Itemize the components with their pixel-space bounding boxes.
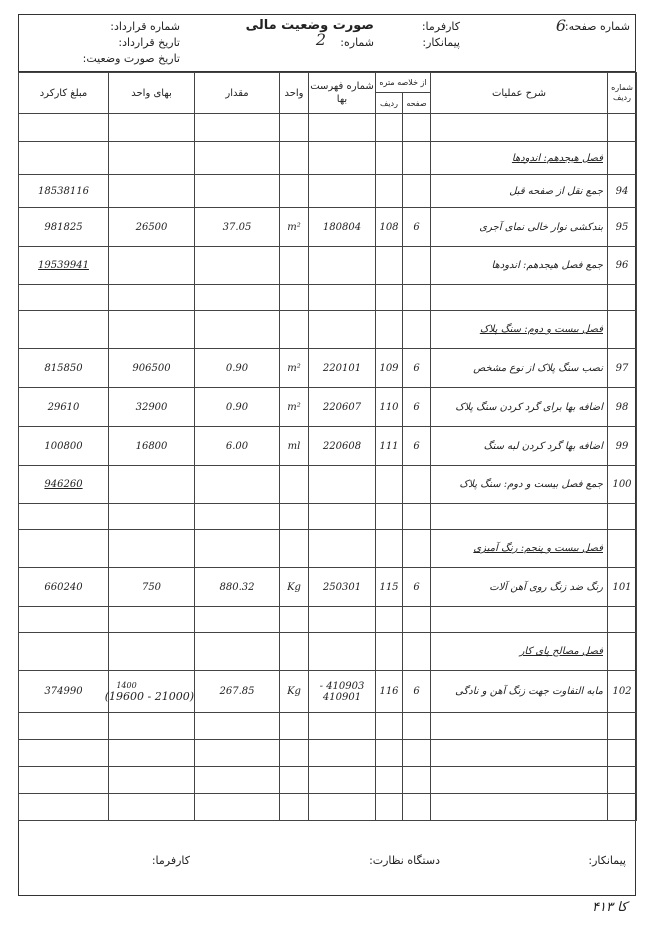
unit-price-cell: [109, 530, 195, 568]
table-row: [19, 311, 637, 349]
summary-row-cell: [376, 247, 403, 285]
quantity-cell: [195, 247, 280, 285]
contract-date-label: تاریخ قرارداد:: [118, 36, 180, 49]
summary-page-cell: [403, 504, 431, 530]
row-number-cell: 99: [608, 427, 637, 466]
summary-page-cell: [403, 633, 431, 671]
quantity-cell: [195, 794, 280, 821]
unit-price-cell: [109, 285, 195, 311]
amount-cell: 660240: [19, 568, 109, 607]
quantity-cell: [195, 530, 280, 568]
table-row: [19, 568, 637, 607]
pricelist-code-cell: [309, 175, 376, 208]
summary-row-cell: [376, 311, 403, 349]
description-cell: فصل بیست و پنجم: رنگ آمیزی: [431, 530, 608, 568]
amount-cell: [19, 504, 109, 530]
amount-cell: 100800: [19, 427, 109, 466]
col-unit: واحد: [280, 73, 309, 114]
amount-cell: [19, 740, 109, 767]
unit-cell: [280, 285, 309, 311]
col-amount: مبلغ کارکرد: [19, 73, 109, 114]
unit-price-cell: [109, 142, 195, 175]
quantity-cell: 6.00: [195, 427, 280, 466]
unit-price-cell: [109, 311, 195, 349]
description-cell: [431, 114, 608, 142]
pricelist-code-cell: [309, 504, 376, 530]
pricelist-code-cell: [309, 530, 376, 568]
summary-row-cell: [376, 607, 403, 633]
page-number-value: 6: [555, 16, 566, 35]
row-number-cell: [608, 114, 637, 142]
row-number-cell: [608, 740, 637, 767]
footer-supervisor-label: دستگاه نظارت:: [369, 854, 440, 867]
quantity-cell: [195, 504, 280, 530]
unit-cell: [280, 633, 309, 671]
quantity-cell: 37.05: [195, 208, 280, 247]
pricelist-code-cell: [309, 607, 376, 633]
summary-row-cell: [376, 285, 403, 311]
row-number-cell: [608, 607, 637, 633]
unit-cell: [280, 247, 309, 285]
unit-cell: m²: [280, 349, 309, 388]
pricelist-code-cell: [309, 114, 376, 142]
pricelist-code-cell: 220101: [309, 349, 376, 388]
summary-row-cell: 116: [376, 671, 403, 713]
quantity-cell: [195, 311, 280, 349]
table-row: [19, 285, 637, 311]
unit-cell: [280, 794, 309, 821]
unit-price-cell: [109, 175, 195, 208]
summary-page-cell: [403, 530, 431, 568]
table-body: [19, 114, 637, 821]
description-cell: اضافه بها گرد کردن لبه سنگ: [431, 427, 608, 466]
row-number-cell: 102: [608, 671, 637, 713]
unit-price-cell: [109, 466, 195, 504]
summary-page-cell: 6: [403, 208, 431, 247]
unit-cell: [280, 504, 309, 530]
summary-page-cell: 6: [403, 568, 431, 607]
pricelist-code-cell: [309, 142, 376, 175]
work-items-table: [18, 72, 637, 821]
pricelist-code-cell: [309, 247, 376, 285]
quantity-cell: [195, 114, 280, 142]
row-number-cell: [608, 767, 637, 794]
table-row: [19, 607, 637, 633]
unit-cell: [280, 530, 309, 568]
row-number-cell: [608, 713, 637, 740]
summary-row-cell: 111: [376, 427, 403, 466]
footer-contractor-label: پیمانکار:: [588, 854, 626, 867]
handwritten-page-note: ۴۱۳ کا: [592, 900, 628, 915]
statement-header: [18, 14, 636, 72]
pricelist-code-cell: 220607: [309, 388, 376, 427]
pricelist-code-cell: [309, 311, 376, 349]
row-number-cell: [608, 142, 637, 175]
unit-price-cell: [109, 247, 195, 285]
pricelist-code-cell: [309, 740, 376, 767]
row-number-cell: 96: [608, 247, 637, 285]
amount-cell: 981825: [19, 208, 109, 247]
unit-price-cell: [109, 713, 195, 740]
amount-cell: 19539941: [19, 247, 109, 285]
description-cell: [431, 285, 608, 311]
quantity-cell: [195, 285, 280, 311]
amount-cell: [19, 794, 109, 821]
col-unit-price: بهای واحد: [109, 73, 195, 114]
quantity-cell: [195, 767, 280, 794]
col-quantity: مقدار: [195, 73, 280, 114]
unit-cell: Kg: [280, 568, 309, 607]
summary-row-cell: [376, 794, 403, 821]
unit-cell: [280, 767, 309, 794]
amount-cell: [19, 311, 109, 349]
unit-price-cell: [109, 767, 195, 794]
description-cell: نصب سنگ پلاک از نوع مشخص: [431, 349, 608, 388]
unit-price-cell: 26500: [109, 208, 195, 247]
table-row: [19, 713, 637, 740]
description-cell: [431, 767, 608, 794]
amount-cell: 29610: [19, 388, 109, 427]
table-row: [19, 671, 637, 713]
col-pricelist: شماره فهرست بها: [309, 73, 376, 114]
description-cell: جمع فصل بیست و دوم: سنگ پلاک: [431, 466, 608, 504]
description-cell: اضافه بها برای گرد کردن سنگ پلاک: [431, 388, 608, 427]
summary-page-cell: [403, 607, 431, 633]
unit-price-cell: [109, 740, 195, 767]
summary-row-cell: 109: [376, 349, 403, 388]
amount-cell: [19, 285, 109, 311]
page-number-label: شماره صفحه:: [564, 20, 630, 33]
quantity-cell: [195, 142, 280, 175]
amount-cell: 18538116: [19, 175, 109, 208]
summary-row-cell: [376, 114, 403, 142]
row-number-cell: [608, 504, 637, 530]
table-row: [19, 530, 637, 568]
summary-page-cell: [403, 114, 431, 142]
pricelist-code-cell: [309, 285, 376, 311]
footer-employer-label: کارفرما:: [151, 854, 190, 867]
table-row: [19, 208, 637, 247]
quantity-cell: 880.32: [195, 568, 280, 607]
table-row: [19, 388, 637, 427]
description-cell: مابه التفاوت جهت زنگ آهن و نادگی: [431, 671, 608, 713]
quantity-cell: 267.85: [195, 671, 280, 713]
unit-price-cell: [109, 607, 195, 633]
unit-price-cell: 906500: [109, 349, 195, 388]
unit-price-cell: [109, 794, 195, 821]
row-number-cell: 101: [608, 568, 637, 607]
unit-price-cell: [109, 114, 195, 142]
description-cell: فصل مصالح پای کار: [431, 633, 608, 671]
table-row: [19, 349, 637, 388]
unit-cell: [280, 142, 309, 175]
unit-cell: [280, 607, 309, 633]
pricelist-code-cell: [309, 767, 376, 794]
unit-cell: m²: [280, 388, 309, 427]
row-number-cell: 100: [608, 466, 637, 504]
description-cell: بندکشی نوار خالی نمای آجری: [431, 208, 608, 247]
contract-number-label: شماره قرارداد:: [110, 20, 180, 33]
contractor-label: پیمانکار:: [422, 36, 460, 49]
summary-page-cell: [403, 175, 431, 208]
quantity-cell: [195, 740, 280, 767]
row-number-cell: [608, 285, 637, 311]
amount-cell: [19, 607, 109, 633]
amount-cell: [19, 530, 109, 568]
table-row: [19, 114, 637, 142]
pricelist-code-cell: 220608: [309, 427, 376, 466]
summary-row-cell: 115: [376, 568, 403, 607]
unit-price-cell: [109, 504, 195, 530]
amount-cell: [19, 713, 109, 740]
row-number-cell: 98: [608, 388, 637, 427]
summary-row-cell: [376, 740, 403, 767]
summary-page-cell: 6: [403, 671, 431, 713]
summary-row-cell: [376, 633, 403, 671]
quantity-cell: [195, 607, 280, 633]
pricelist-code-cell: [309, 713, 376, 740]
unit-cell: [280, 713, 309, 740]
amount-cell: [19, 142, 109, 175]
quantity-cell: [195, 713, 280, 740]
quantity-cell: [195, 466, 280, 504]
summary-row-cell: 110: [376, 388, 403, 427]
pricelist-code-cell: [309, 466, 376, 504]
description-cell: [431, 504, 608, 530]
summary-row-cell: [376, 767, 403, 794]
quantity-cell: [195, 633, 280, 671]
summary-page-cell: 6: [403, 427, 431, 466]
price-note: 1400: [116, 680, 137, 690]
quantity-cell: 0.90: [195, 388, 280, 427]
statement-number-value: 2: [315, 30, 326, 49]
summary-page-cell: [403, 713, 431, 740]
table-row: [19, 633, 637, 671]
row-number-cell: [608, 530, 637, 568]
unit-price-cell: 32900: [109, 388, 195, 427]
amount-cell: 815850: [19, 349, 109, 388]
unit-price-cell: 16800: [109, 427, 195, 466]
unit-cell: Kg: [280, 671, 309, 713]
unit-cell: [280, 466, 309, 504]
table-row: [19, 142, 637, 175]
pricelist-code-cell: 250301: [309, 568, 376, 607]
amount-cell: [19, 767, 109, 794]
summary-row-cell: [376, 504, 403, 530]
unit-cell: [280, 740, 309, 767]
price-value: (21000 - 19600): [104, 689, 194, 703]
quantity-cell: [195, 175, 280, 208]
summary-page-cell: [403, 311, 431, 349]
col-row-no: شماره ردیف: [608, 73, 637, 114]
table-row: [19, 740, 637, 767]
unit-price-cell: [104, 671, 195, 713]
row-number-cell: 95: [608, 208, 637, 247]
signature-footer: [18, 822, 636, 896]
unit-cell: ml: [280, 427, 309, 466]
summary-page-cell: [403, 466, 431, 504]
quantity-cell: 0.90: [195, 349, 280, 388]
summary-page-cell: [403, 794, 431, 821]
row-number-cell: [608, 794, 637, 821]
description-cell: [431, 740, 608, 767]
description-cell: فصل بیست و دوم: سنگ پلاک: [431, 311, 608, 349]
amount-cell: 946260: [19, 466, 109, 504]
table-row: [19, 427, 637, 466]
description-cell: رنگ ضد زنگ روی آهن آلات: [431, 568, 608, 607]
table-row: [19, 504, 637, 530]
col-summary-page: صفحه: [403, 93, 431, 114]
summary-page-cell: [403, 740, 431, 767]
summary-page-cell: 6: [403, 388, 431, 427]
summary-row-cell: [376, 466, 403, 504]
table-row: [19, 767, 637, 794]
summary-row-cell: [376, 530, 403, 568]
row-number-cell: 97: [608, 349, 637, 388]
description-cell: [431, 794, 608, 821]
summary-page-cell: 6: [403, 349, 431, 388]
unit-price-cell: 750: [109, 568, 195, 607]
unit-cell: m²: [280, 208, 309, 247]
table-row: [19, 794, 637, 821]
table-row: [19, 175, 637, 208]
description-cell: جمع فصل هیجدهم: اندودها: [431, 247, 608, 285]
employer-label: کارفرما:: [421, 20, 460, 33]
unit-cell: [280, 114, 309, 142]
table-row: [19, 247, 637, 285]
description-cell: جمع نقل از صفحه قبل: [431, 175, 608, 208]
summary-row-cell: [376, 142, 403, 175]
summary-row-cell: 108: [376, 208, 403, 247]
summary-row-cell: [376, 713, 403, 740]
summary-page-cell: [403, 247, 431, 285]
pricelist-code-cell: [309, 794, 376, 821]
unit-cell: [280, 311, 309, 349]
pricelist-code-cell: 410903 - 410901: [309, 671, 376, 713]
amount-cell: [19, 114, 109, 142]
summary-page-cell: [403, 285, 431, 311]
col-summary-row: ردیف: [376, 93, 403, 114]
pricelist-code-cell: [309, 633, 376, 671]
row-number-cell: [608, 633, 637, 671]
summary-page-cell: [403, 142, 431, 175]
summary-row-cell: [376, 175, 403, 208]
amount-cell: 374990: [19, 671, 109, 713]
col-summary-group: از خلاصه متره: [376, 73, 431, 93]
unit-cell: [280, 175, 309, 208]
unit-price-cell: [109, 633, 195, 671]
pricelist-code-cell: 180804: [309, 208, 376, 247]
amount-cell: [19, 633, 109, 671]
page-title: صورت وضعیت مالی: [245, 18, 374, 33]
col-description: شرح عملیات: [431, 73, 608, 114]
statement-number-label: شماره:: [340, 36, 374, 49]
summary-page-cell: [403, 767, 431, 794]
statement-date-label: تاریخ صورت وضعیت:: [82, 52, 180, 65]
description-cell: [431, 607, 608, 633]
description-cell: فصل هیجدهم: اندودها: [431, 142, 608, 175]
row-number-cell: 94: [608, 175, 637, 208]
table-row: [19, 466, 637, 504]
description-cell: [431, 713, 608, 740]
row-number-cell: [608, 311, 637, 349]
